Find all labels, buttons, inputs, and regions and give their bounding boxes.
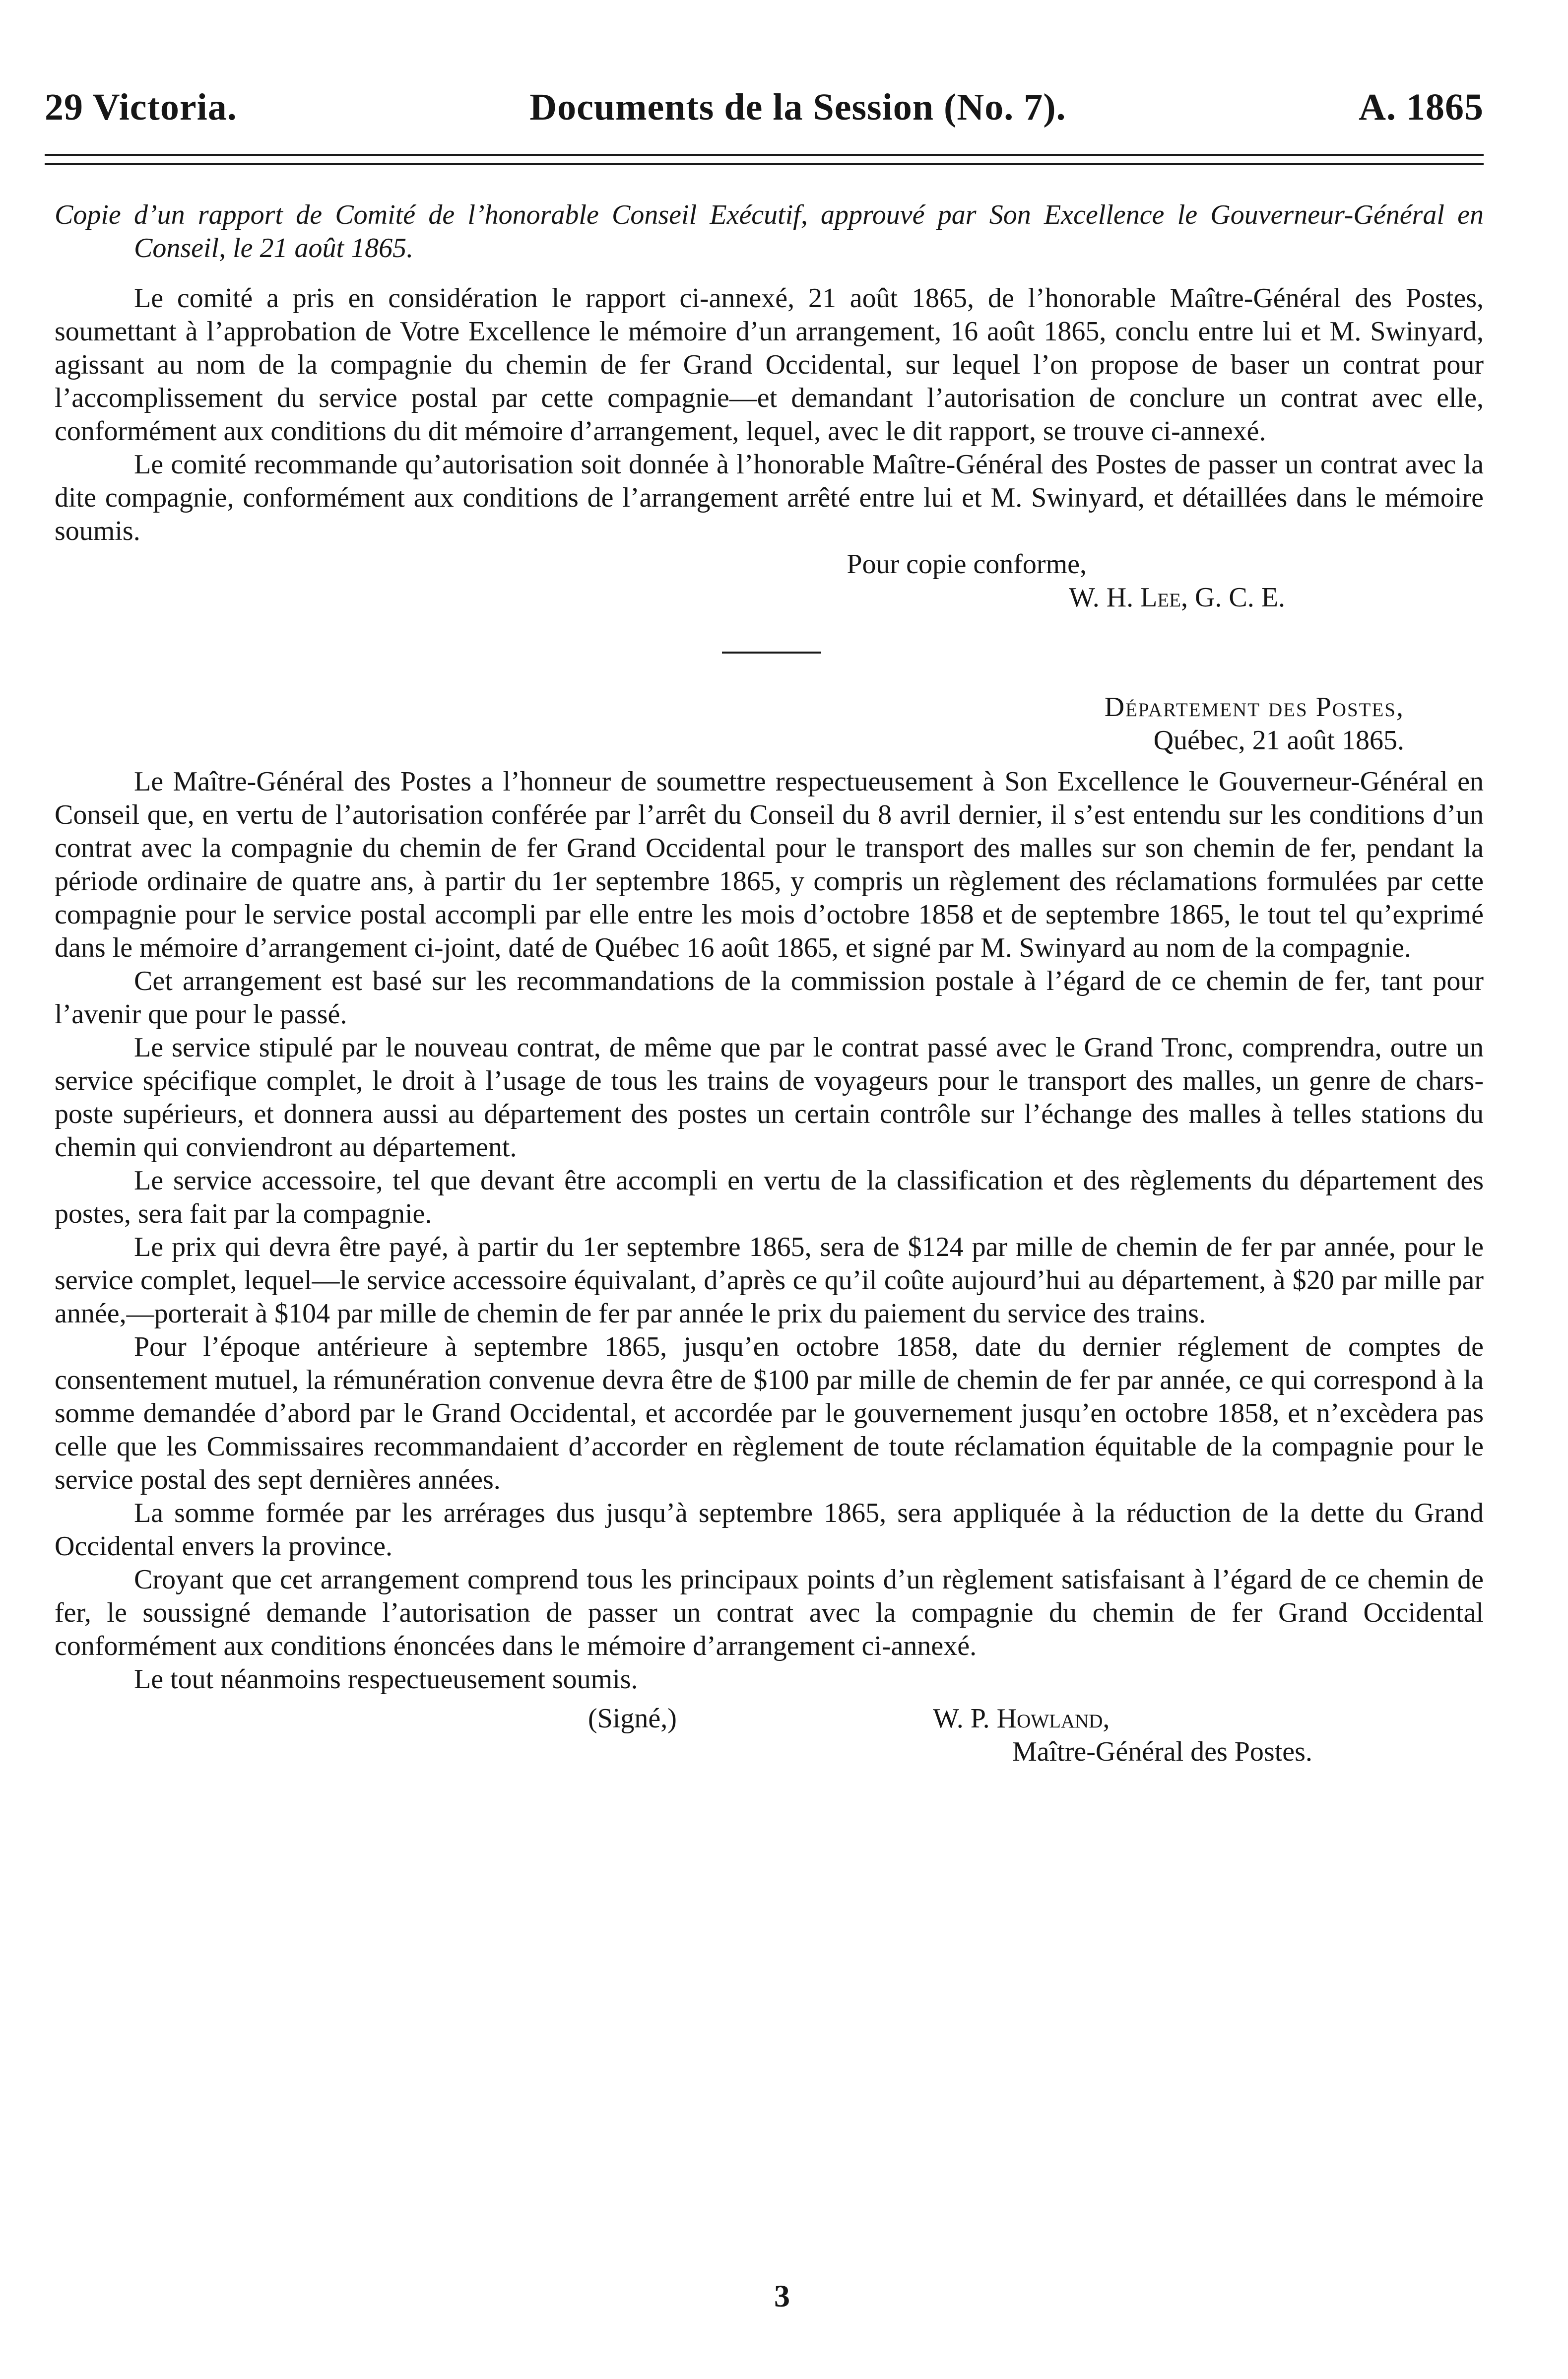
header-double-rule bbox=[45, 154, 1484, 165]
place-and-date: Québec, 21 août 1865. bbox=[1153, 725, 1404, 756]
signed-marker: (Signé,) bbox=[588, 1703, 677, 1734]
report-paragraph: Le service accessoire, tel que devant être accompli en vertu de la classification et des règlements du département des postes, sera fait par la compagnie. bbox=[55, 1165, 1484, 1229]
committee-report bbox=[55, 282, 1484, 614]
order-in-council-heading: Copie d’un rapport de Comité de l’honorable Conseil Exécutif, approuvé par Son Excellence le Gouverneur-Général en Conseil, le 21 août 1865. bbox=[55, 199, 1484, 264]
report-closing: Le tout néanmoins respectueusement soumis. bbox=[134, 1664, 638, 1695]
header-document-title: Documents de la Session (No. 7). bbox=[529, 86, 1066, 128]
signature-block bbox=[55, 1702, 1484, 1782]
report-paragraph: La somme formée par les arrérages dus jusqu’à septembre 1865, sera appliquée à la réduction de la dette du Grand Occidental envers la province. bbox=[55, 1498, 1484, 1562]
postmaster-signature: W. P. Howland, bbox=[933, 1703, 1110, 1734]
report-paragraph: Le service stipulé par le nouveau contrat, de même que par le contrat passé avec le Grand Tronc, comprendra, outre un service spécifique complet, le droit à l’usage de tous les trains de voyageurs pour le transport des malles, un genre de chars-poste supérieurs, et donnera aussi au département des postes un certain contrôle sur l’échange des malles à telles stations du chemin qui conviendront au département. bbox=[55, 1032, 1484, 1163]
department-name: Département des Postes, bbox=[1104, 692, 1404, 723]
report-paragraph: Pour l’époque antérieure à septembre 1865, jusqu’en octobre 1858, date du dernier réglement de comptes de consentement mutuel, la rémunération convenue devra être de $100 par mille de chemin de fer par année, ce qui correspond à la somme demandée d’abord par le Grand Occidental, et accordée par le gouvernement jusqu’en octobre 1858, et n’excèdera pas celle que les Commissaires recommandaient d’accorder en règlement de toute réclamation équitable de la compagnie pour le service postal des sept dernières années. bbox=[55, 1331, 1484, 1495]
committee-paragraph: Le comité recommande qu’autorisation soit donnée à l’honorable Maître-Général des Postes de passer un contrat avec la dite compagnie, conformément aux conditions de l’arrangement arrêté entre lui et M. Swinyard, et détaillées dans le mémoire soumis. bbox=[55, 449, 1484, 546]
header-session: 29 Victoria. bbox=[45, 86, 237, 128]
certified-copy-line: Pour copie conforme, bbox=[847, 549, 1087, 580]
document-body bbox=[55, 198, 1484, 1782]
clerk-signature: W. H. Lee, G. C. E. bbox=[1068, 582, 1285, 613]
postmaster-report bbox=[55, 691, 1484, 1782]
page-number: 3 bbox=[774, 2278, 790, 2313]
report-paragraph: Le Maître-Général des Postes a l’honneur de soumettre respectueusement à Son Excellence le Gouverneur-Général en Conseil que, en vertu de l’autorisation conférée par l’arrêt du Conseil du 8 avril dernier, il s’est entendu sur les conditions d’un contrat avec la compagnie du chemin de fer Grand Occidental pour le transport des malles sur son chemin de fer, pendant la période ordinaire de quatre ans, à partir du 1er septembre 1865, y compris un règlement des réclamations formulées par cette compagnie pour le service postal accompli par elle entre les mois d’octobre 1858 et de septembre 1865, le tout tel qu’exprimé dans le mémoire d’arrangement ci-joint, daté de Québec 16 août 1865, et signé par M. Swinyard au nom de la compagnie. bbox=[55, 766, 1484, 963]
running-header bbox=[45, 69, 1484, 129]
section-separator bbox=[722, 652, 821, 654]
report-paragraph: Croyant que cet arrangement comprend tous les principaux points d’un règlement satisfaisant à l’égard de ce chemin de fer, le soussigné demande l’autorisation de passer un contrat avec la compagnie du chemin de fer Grand Occidental conformément aux conditions énoncées dans le mémoire d’arrangement ci-annexé. bbox=[55, 1564, 1484, 1661]
header-year: A. 1865 bbox=[1359, 86, 1484, 128]
report-paragraph: Le prix qui devra être payé, à partir du 1er septembre 1865, sera de $124 par mille de chemin de fer par année, pour le service complet, lequel—le service accessoire équivalant, d’après ce qu’il coûte aujourd’hui au département, à $20 par mille par année,—porterait à $104 par mille de chemin de fer par année le prix du paiement du service des trains. bbox=[55, 1232, 1484, 1329]
committee-paragraph: Le comité a pris en considération le rapport ci-annexé, 21 août 1865, de l’honorable Maître-Général des Postes, soumettant à l’approbation de Votre Excellence le mémoire d’un arrangement, 16 août 1865, conclu entre lui et M. Swinyard, agissant au nom de la compagnie du chemin de fer Grand Occidental, sur lequel l’on propose de baser un contrat pour l’accomplissement du service postal par cette compagnie—et demandant l’autorisation de conclure un contrat avec elle, conformément aux conditions du dit mémoire d’arrangement, lequel, avec le dit rapport, se trouve ci-annexé. bbox=[55, 283, 1484, 447]
report-paragraph: Cet arrangement est basé sur les recommandations de la commission postale à l’égard de ce chemin de fer, tant pour l’avenir que pour le passé. bbox=[55, 966, 1484, 1030]
postmaster-title: Maître-Général des Postes. bbox=[1012, 1736, 1312, 1767]
